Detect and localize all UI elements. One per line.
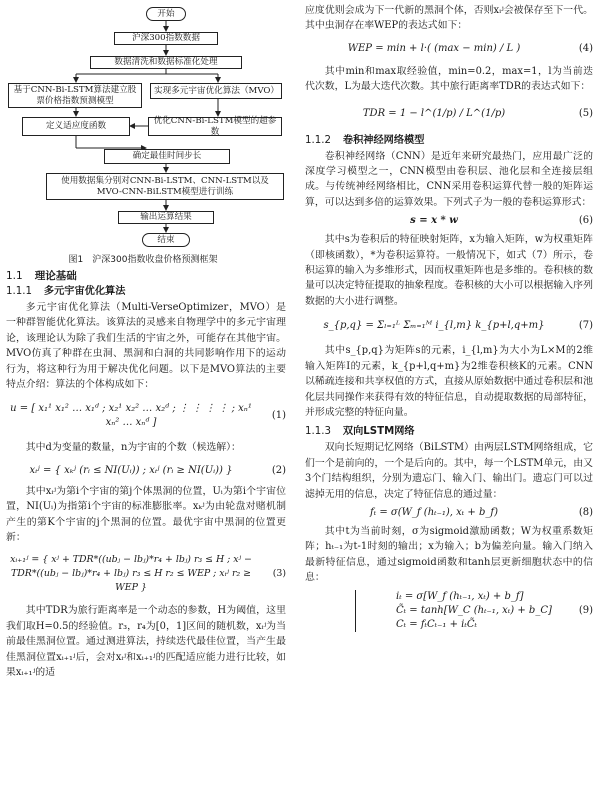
equation-3 <box>6 553 286 595</box>
equation-7-number: (7) <box>578 320 593 332</box>
figure-caption: 图1 沪深300指数收盘价格预测框架 <box>68 255 218 265</box>
equation-5-number: (5) <box>578 107 593 119</box>
subsection-title: 双向LSTM网络 <box>342 426 415 438</box>
flow-step-mvo: 实现多元宇宙优化算法（MVO） <box>150 83 282 99</box>
equation-8 <box>305 506 593 520</box>
paragraph-cnn-intro: 卷积神经网络（CNN）是近年来研究最热门，应用最广泛的深度学习模型之一，CNN模型由卷积层、池化层和全连接层组成。与传统神经网络相比，CNN采用卷积运算代替一般的矩阵运算，可以达到多倍的运算效果。下列式子为一般的卷积运算形式： <box>305 150 593 208</box>
equation-6 <box>305 214 593 228</box>
subsection-heading-cnn <box>305 133 593 149</box>
flow-step-timestep: 确定最佳时间步长 <box>104 149 230 164</box>
paragraph-wep-intro: 应度优则会成为下一代新的黑洞个体，否则xᵢʲ会被保存至下一代。其中虫洞存在率WEP的表达式如下： <box>305 5 593 32</box>
flow-step-hyperparam: 优化CNN-Bi-LSTM模型的超参数 <box>148 117 282 136</box>
flow-step-model: 基于CNN-Bi-LSTM算法建立股票价格指数预测模型 <box>8 83 142 108</box>
equation-2-body: xᵢʲ = { xₖʲ (rᵢ ≤ NI(Uᵢ)) ; xᵢʲ (rᵢ ≥ NI(Uᵢ)) } <box>29 464 233 476</box>
equation-6-number: (6) <box>578 215 593 227</box>
flow-step-train: 使用数据集分别对CNN-Bi-LSTM、CNN-LSTM以及MVO-CNN-BiLSTM模型进行训练 <box>46 173 284 200</box>
subsection-title: 卷积神经网络模型 <box>342 134 425 146</box>
section-number: 1.1 <box>6 270 23 282</box>
section-title: 理论基础 <box>34 270 77 282</box>
equation-5-body: TDR = 1 − l^(1/p) / L^(1/p) <box>362 107 506 119</box>
equation-9-line-1: iₜ = σ[W_f (hₜ₋₁, xₜ) + b_f] <box>396 590 524 602</box>
equation-6-body: s = x * w <box>410 215 458 227</box>
flow-step-clean: 数据清洗和数据标准化处理 <box>90 56 242 69</box>
equation-4 <box>305 42 593 56</box>
equation-1-number: (1) <box>271 410 286 422</box>
equation-9-number: (9) <box>578 604 593 616</box>
equation-9 <box>305 590 593 632</box>
subsection-title: 多元宇宙优化算法 <box>43 286 126 297</box>
equation-2 <box>6 464 286 478</box>
equation-9-line-2: C̃ₜ = tanh[W_C (hₜ₋₁, xₜ) + b_C] <box>396 604 552 616</box>
paragraph-variables: 其中d为变量的数量，n为宇宙的个数（候选解）： <box>25 442 241 454</box>
equation-7 <box>305 319 593 333</box>
equation-8-number: (8) <box>578 506 593 518</box>
paragraph-conv-explain: 其中s为卷积后的特征映射矩阵，x为输入矩阵，w为权重矩阵（即核函数），*为卷积运算符。一般情况下，如式（7）所示，卷积运算的输入为多维形式，因而权重矩阵也是多维的。卷积核的数量可以决定特征提取的抽象程度。卷积核的大小可以根据输入序列数据的大小进行调整。 <box>305 234 593 307</box>
equation-9-body <box>355 590 563 632</box>
paragraph-wep-params: 其中min和max取经验值，min=0.2，max=1，l为当前迭代次数，L为最大迭代次数。其中旅行距离率TDR的表达式如下： <box>305 65 593 93</box>
equation-3-number: (3) <box>272 568 286 580</box>
subsection-number: 1.1.1 <box>6 286 32 297</box>
equation-1-body: u = [ x₁¹ x₁² … x₁ᵈ ; x₂¹ x₂² … x₂ᵈ ; ⋮ ⋮ ⋮ ⋮ ; xₙ¹ xₙ² … xₙᵈ ] <box>10 403 252 429</box>
flowchart-figure <box>6 4 284 250</box>
right-column <box>305 3 593 632</box>
equation-4-body: WEP = min + l·( (max − min) / L ) <box>347 42 521 54</box>
flow-step-data: 沪深300指数数据 <box>114 32 218 45</box>
subsection-number: 1.1.3 <box>305 426 331 438</box>
flow-step-output: 输出运算结果 <box>118 211 214 224</box>
paragraph-tdr: 其中TDR为旅行距离率是一个动态的参数，H为阈值，这里我们取H=0.5的经验值。r₃，r₄为[0，1]区间的随机数，xᵢʲ为当前最佳黑洞位置。通过测进算法，持续迭代最佳位置，当产生最佳黑洞位置xᵢ₊₁ʲ后，会对xᵢʲ和xᵢ₊₁ʲ的匹配适应能力进行比较，如果xᵢ₊₁ʲ的适 <box>6 605 286 679</box>
equation-3-body: xᵢ₊₁ʲ = { xʲ + TDR*((ubⱼ − lbⱼ)*r₄ + lbⱼ) r₃ ≤ H ; xʲ − TDR*((ubⱼ − lbⱼ)*r₄ + lbⱼ) r₃ ≤ H r₂ ≤ WEP ; xᵢʲ r₂ ≥ WEP } <box>10 554 252 594</box>
paragraph-blackhole: 其中xᵢʲ为第i个宇宙的第j个体黑洞的位置，Uᵢ为第i个宇宙位置，NI(Uᵢ)为指第i个宇宙的标准膨胀率。xₖʲ为由轮盘对赌机制产生的第K个宇宙的j个黑洞的位置。最优宇宙中黑洞的位置更新： <box>6 485 286 544</box>
section-heading <box>6 268 286 284</box>
equation-7-body: s_{p,q} = Σₗ₌₁ᴸ Σₘ₌₁ᴹ i_{l,m} k_{p+l,q+m} <box>323 320 545 332</box>
paragraph-mvo-intro: 多元宇宙优化算法（Multi-VerseOptimizer，MVO）是一种群智能优化算法。该算法的灵感来自物理学中的多元宇宙理论，该理论认为除了我们生活的宇宙之外，可能存在其他宇宙。MVO仿真了种群在虫洞、黑洞和白洞的共同影响作用下的运动行为，将这种行为用于解决优化问题。以下是MVO算法的主要特点介绍：算法的个体构成如下： <box>6 302 286 391</box>
flow-end: 结束 <box>142 233 190 247</box>
paragraph-bilstm-intro: 双向长短期记忆网络（BiLSTM）由两层LSTM网络组成，它们一个是前向的，一个是后向的。其中，每一个LSTM单元，由又3个门结构组织，分别为遗忘门、输入门、输出门。遗忘门可以过滤掉无用的信息，决定了特征信息的通过量： <box>305 442 593 500</box>
equation-8-body: fₜ = σ(W_f (hₜ₋₁), xₜ + b_f) <box>370 506 498 518</box>
subsection-heading-mvo <box>6 284 286 300</box>
equation-2-number: (2) <box>271 464 286 476</box>
equation-9-line-3: Cₜ = fₜCₜ₋₁ + iₜC̃ₜ <box>396 618 477 630</box>
equation-5 <box>305 107 593 121</box>
flow-step-fitness: 定义适应度函数 <box>22 117 130 136</box>
paragraph-lstm-gates: 其中t为当前时刻，σ为sigmoid激励函数；W为权重系数矩阵；hₜ₋₁为t-1时刻的输出；x为输入；b为偏差向量。输入门纳入最新特征信息，通过sigmoid函数和tanh层更新细胞状态中的信息： <box>305 525 593 584</box>
equation-1 <box>6 402 286 430</box>
subsection-heading-bilstm <box>305 424 593 440</box>
flow-start: 开始 <box>146 7 186 21</box>
left-column <box>6 268 286 681</box>
paragraph-cnn-elements: 其中s_{p,q}为矩阵s的元素，i_{l,m}为大小为L×M的2维输入矩阵I的元素，k_{p+l,q+m}为2维卷积核K的元素。CNN以稀疏连接和共享权值的方式，直接从原始数据中通过卷积层和池化层共同操作来获得有效的特征信息，自动提取数据的局部特征，并形成完整的特征向量。 <box>305 345 593 418</box>
subsection-number: 1.1.2 <box>305 134 331 146</box>
equation-4-number: (4) <box>578 42 593 54</box>
